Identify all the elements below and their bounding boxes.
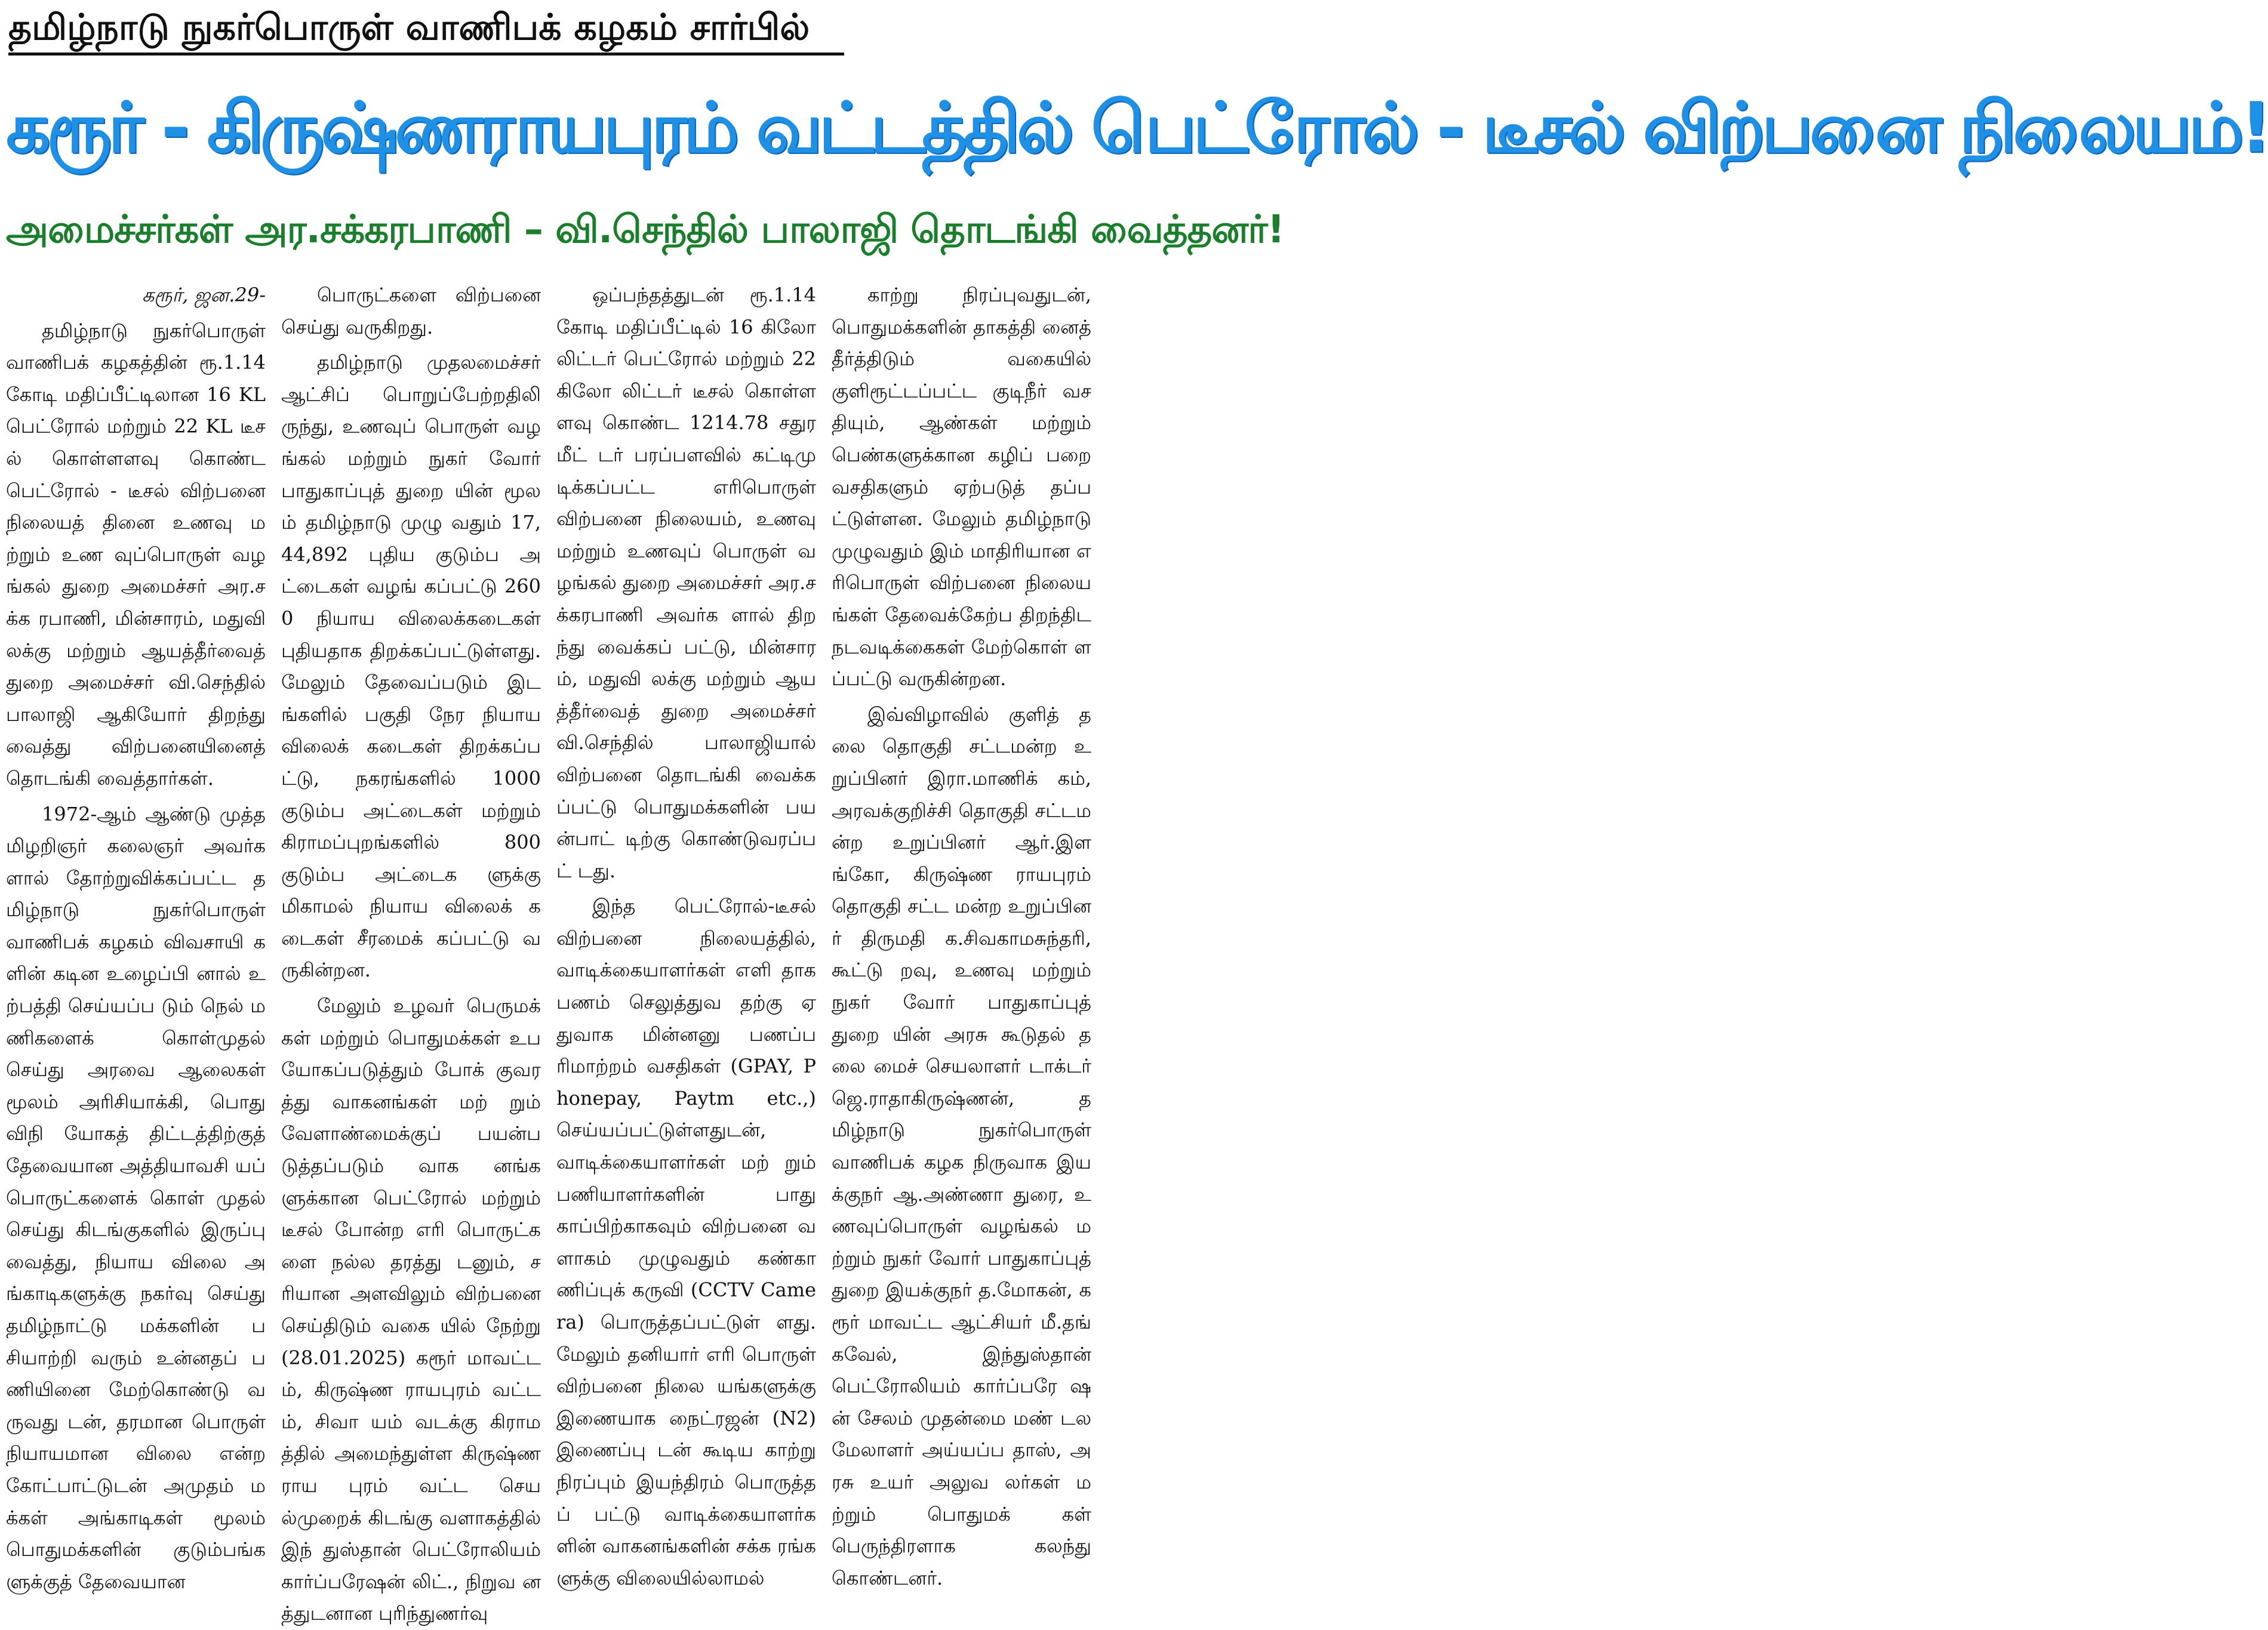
article-column-1	[6, 279, 266, 1593]
article-column-4	[832, 279, 1091, 1589]
article-column-2	[281, 279, 541, 1625]
paragraph: காற்று நிரப்புவதுடன், பொதுமக்களின் தாகத்தி னைத் தீர்த்திடும் வகையில் குளிரூட்டப்பட்ட குடிநீர் வசதியும், ஆண்கள் மற்றும் பெண்களுக்கான கழிப் பறை வசதிகளும் ஏற்படுத் தப்பட்டுள்ளன. மேலும் தமிழ்நாடு முழுவதும் இம் மாதிரியான எரிபொருள் விற்பனை நிலையங்கள் தேவைக்கேற்ப திறந்திட நடவடிக்கைகள் மேற்கொள் ளப்பட்டு வருகின்றன.	[832, 284, 1091, 691]
paragraph: இவ்விழாவில் குளித் தலை தொகுதி சட்டமன்ற உறுப்பினர் இரா.மாணிக் கம், அரவக்குறிச்சி தொகுதி சட்டமன்ற உறுப்பினர் ஆர்.இளங்கோ, கிருஷ்ண ராயபுரம் தொகுதி சட்ட மன்ற உறுப்பினர் திருமதி க.சிவகாமசுந்தரி, கூட்டு றவு, உணவு மற்றும் நுகர் வோர் பாதுகாப்புத் துறை யின் அரசு கூடுதல் தலை மைச் செயலாளர் டாக்டர் ஜெ.ராதாகிருஷ்ணன், தமிழ்நாடு நுகர்பொருள் வாணிபக் கழக நிருவாக இயக்குநர் ஆ.அண்ணா துரை, உணவுப்பொருள் வழங்கல் மற்றும் நுகர் வோர் பாதுகாப்புத் துறை இயக்குநர் த.மோகன், கரூர் மாவட்ட ஆட்சியர் மீ.தங் கவேல், இந்துஸ்தான் பெட்ரோலியம் கார்ப்பரே ஷன் சேலம் முதன்மை மண் டல மேலாளர் அய்யப்ப தாஸ், அரசு உயர் அலுவ லர்கள் மற்றும் பொதுமக் கள் பெருந்திரளாக கலந்து கொண்டனர்.	[832, 702, 1091, 1589]
kicker-underline	[8, 53, 844, 56]
article-body	[6, 279, 1091, 1625]
paragraph: தமிழ்நாடு முதலமைச்சர் ஆட்சிப் பொறுப்பேற்றதிலி ருந்து, உணவுப் பொருள் வழங்கல் மற்றும் நுகர் வோர் பாதுகாப்புத் துறை யின் மூலம் தமிழ்நாடு முழு வதும் 17,44,892 புதிய குடும்ப அட்டைகள் வழங் கப்பட்டு 2600 நியாய விலைக்கடைகள் புதியதாக திறக்கப்பட்டுள்ளது. மேலும் தேவைப்படும் இடங்களில் பகுதி நேர நியாயவிலைக் கடைகள் திறக்கப்பட்டு, நகரங்களில் 1000 குடும்ப அட்டைகள் மற்றும் கிராமப்புறங்களில் 800 குடும்ப அட்டைக ளுக்கு மிகாமல் நியாய விலைக் கடைகள் சீரமைக் கப்பட்டு வருகின்றன.	[281, 351, 541, 982]
kicker-heading: தமிழ்நாடு நுகர்பொருள் வாணிபக் கழகம் சார்பில்	[8, 7, 810, 48]
article-column-3	[556, 279, 816, 1589]
subheadline: அமைச்சர்கள் அர.சக்கரபாணி – வி.செந்தில் பாலாஜி தொடங்கி வைத்தனர்!	[6, 208, 1284, 252]
headline: கரூர் - கிருஷ்ணராயபுரம் வட்டத்தில் பெட்ரோல் - டீசல் விற்பனை நிலையம்!	[6, 88, 2268, 168]
paragraph: தமிழ்நாடு நுகர்பொருள் வாணிபக் கழகத்தின் ரூ.1.14 கோடி மதிப்பீட்டிலான 16 KL பெட்ரோல் மற்றும் 22 KL டீசல் கொள்ளளவு கொண்ட பெட்ரோல் - டீசல் விற்பனை நிலையத் தினை உணவு மற்றும் உண வுப்பொருள் வழங்கல் துறை அமைச்சர் அர.சக்க ரபாணி, மின்சாரம், மதுவி லக்கு மற்றும் ஆயத்தீர்வைத் துறை அமைச்சர் வி.செந்தில் பாலாஜி ஆகியோர் திறந்து வைத்து விற்பனையினைத் தொடங்கி வைத்தார்கள்.	[6, 319, 266, 790]
paragraph: மேலும் உழவர் பெருமக் கள் மற்றும் பொதுமக்கள் உபயோகப்படுத்தும் போக் குவரத்து வாகனங்கள் மற் றும் வேளாண்மைக்குப் பயன்படுத்தப்படும் வாக னங்களுக்கான பெட்ரோல் மற்றும் டீசல் போன்ற எரி பொருட்களை நல்ல தரத்து டனும், சரியான அளவிலும் விற்பனை செய்திடும் வகை யில் நேற்று (28.01.2025) கரூர் மாவட்டம், கிருஷ்ண ராயபுரம் வட்டம், சிவா யம் வடக்கு கிராமத்தில் அமைந்துள்ள கிருஷ்ணராய புரம் வட்ட செயல்முறைக் கிடங்கு வளாகத்தில் இந் துஸ்தான் பெட்ரோலியம் கார்ப்பரேஷன் லிட்., நிறுவ னத்துடனான புரிந்துணர்வு	[281, 994, 541, 1625]
paragraph: 1972-ஆம் ஆண்டு முத்த மிழறிஞர் கலைஞர் அவர்க ளால் தோற்றுவிக்கப்பட்ட தமிழ்நாடு நுகர்பொருள் வாணிபக் கழகம் விவசாயி களின் கடின உழைப்பி னால் உற்பத்தி செய்யப்ப டும் நெல் மணிகளைக் கொள்முதல் செய்து அரவை ஆலைகள் மூலம் அரிசியாக்கி, பொது விநி யோகத் திட்டத்திற்குத் தேவையான அத்தியாவசி யப் பொருட்களைக் கொள் முதல் செய்து கிடங்குகளில் இருப்பு வைத்து, நியாய விலை அங்காடிகளுக்கு நகர்வு செய்து தமிழ்நாட்டு மக்களின் பசியாற்றி வரும் உன்னதப் பணியினை மேற்கொண்டு வருவது டன், தரமான பொருள் நியாயமான விலை என்ற கோட்பாட்டுடன் அமுதம் மக்கள் அங்காடிகள் மூலம் பொதுமக்களின் குடும்பங்க ளுக்குத் தேவையான	[6, 802, 266, 1593]
paragraph: பொருட்களை விற்பனை செய்து வருகிறது.	[281, 284, 541, 338]
paragraph: ஒப்பந்தத்துடன் ரூ.1.14 கோடி மதிப்பீட்டில் 16 கிலோ லிட்டர் பெட்ரோல் மற்றும் 22 கிலோ லிட்டர் டீசல் கொள்ளளவு கொண்ட 1214.78 சதுர மீட் டர் பரப்பளவில் கட்டிமு டிக்கப்பட்ட எரிபொருள் விற்பனை நிலையம், உணவு மற்றும் உணவுப் பொருள் வழங்கல் துறை அமைச்சர் அர.சக்கரபாணி அவர்க ளால் திறந்து வைக்கப் பட்டு, மின்சாரம், மதுவி லக்கு மற்றும் ஆயத்தீர்வைத் துறை அமைச்சர் வி.செந்தில் பாலாஜியால் விற்பனை தொடங்கி வைக்கப்பட்டு பொதுமக்களின் பயன்பாட் டிற்கு கொண்டுவரப்பட் டது.	[556, 284, 816, 882]
paragraph: இந்த பெட்ரோல்-டீசல் விற்பனை நிலையத்தில், வாடிக்கையாளர்கள் எளி தாக பணம் செலுத்துவ தற்கு ஏதுவாக மின்னனு பணப்பரிமாற்றம் வசதிகள் (GPAY, Phonepay, Paytm etc.,) செய்யப்பட்டுள்ளதுடன், வாடிக்கையாளர்கள் மற் றும் பணியாளர்களின் பாது காப்பிற்காகவும் விற்பனை வளாகம் முழுவதும் கண்கா ணிப்புக் கருவி (CCTV Camera) பொருத்தப்பட்டுள் ளது. மேலும் தனியார் எரி பொருள் விற்பனை நிலை யங்களுக்கு இணையாக நைட்ரஜன் (N2) இணைப்பு டன் கூடிய காற்று நிரப்பும் இயந்திரம் பொருத்தப் பட்டு வாடிக்கையாளர்க ளின் வாகனங்களின் சக்க ரங்களுக்கு விலையில்லாமல்	[556, 895, 816, 1589]
dateline: கரூர், ஜன.29-	[142, 284, 266, 306]
